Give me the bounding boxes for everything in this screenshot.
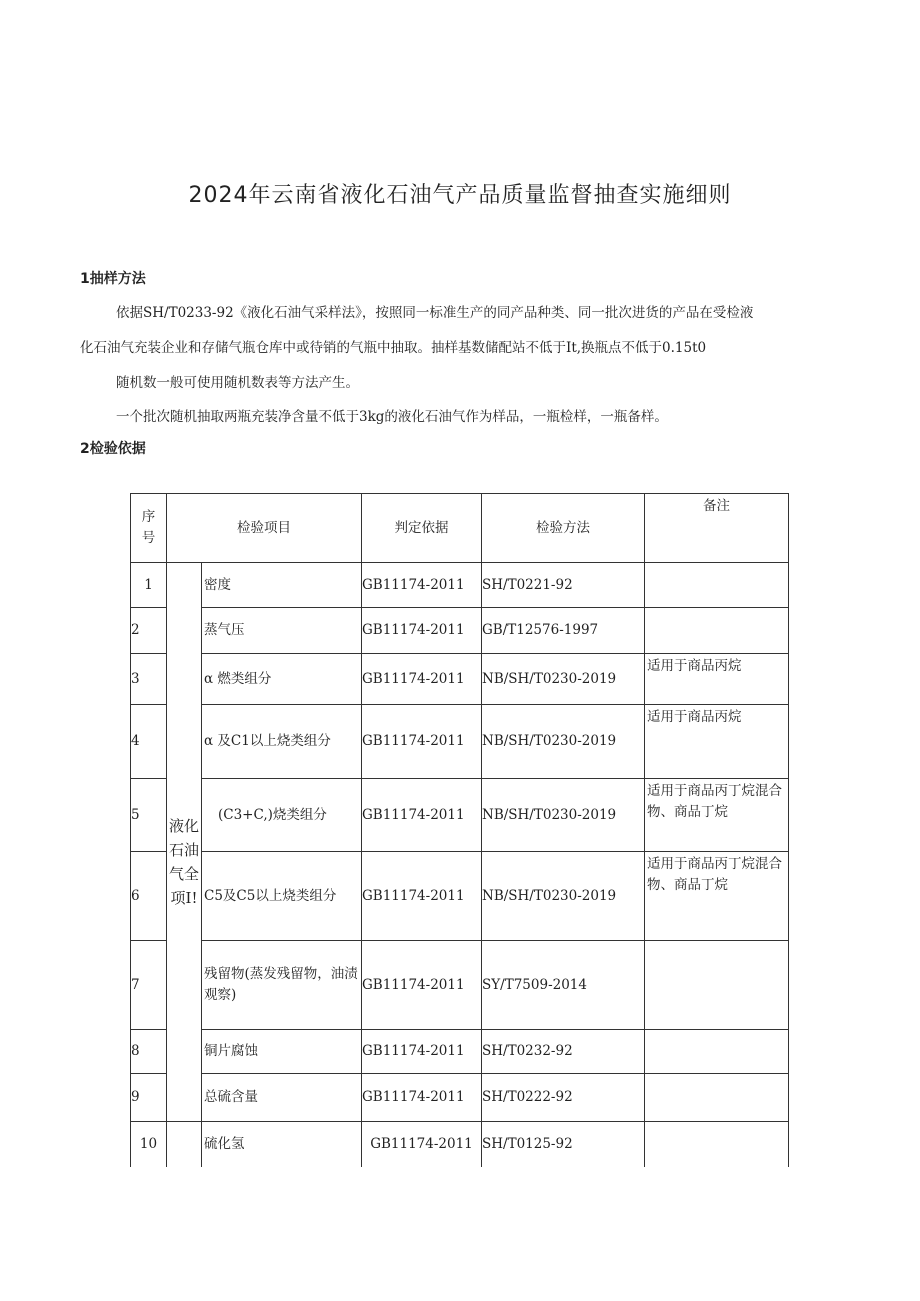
row-basis: GB11174-2011 xyxy=(362,563,482,608)
row-note: 适用于商品丙烷 xyxy=(645,654,789,705)
section1-heading: 1抽样方法 xyxy=(80,271,146,287)
row-method: SH/T0125-92 xyxy=(482,1122,645,1167)
table-header-row xyxy=(131,494,789,563)
group-label-cell xyxy=(167,563,202,1122)
table-row xyxy=(131,1030,789,1074)
row-basis: GB11174-2011 xyxy=(362,1122,482,1167)
table-row xyxy=(131,1074,789,1122)
row-basis: GB11174-2011 xyxy=(362,1074,482,1122)
row-note xyxy=(645,563,789,608)
row-seq: 1 xyxy=(131,563,167,608)
section1-para1-line2: 化石油气充装企业和存储气瓶仓库中或待销的气瓶中抽取。抽样基数储配站不低于It,换瓶点不低于0.15t0 xyxy=(80,340,707,356)
row-group-empty xyxy=(167,1122,202,1167)
table-row xyxy=(131,563,789,608)
table-row xyxy=(131,1122,789,1167)
row-item: 硫化氢 xyxy=(202,1122,362,1167)
row-item: 密度 xyxy=(202,563,362,608)
page-title: 2024年云南省液化石油气产品质量监督抽查实施细则 xyxy=(188,183,732,208)
row-note xyxy=(645,1074,789,1122)
section1-para1-line1: 依据SH/T0233-92《液化石油气采样法》，按照同一标准生产的同产品种类、同一批次进货的产品在受检液 xyxy=(116,305,754,321)
table-row xyxy=(131,654,789,705)
row-basis: GB11174-2011 xyxy=(362,1030,482,1074)
row-item: 蒸气压 xyxy=(202,608,362,654)
header-item: 检验项目 xyxy=(167,494,362,563)
row-seq: 5 xyxy=(131,779,167,852)
row-seq: 8 xyxy=(131,1030,167,1074)
row-basis: GB11174-2011 xyxy=(362,654,482,705)
row-note xyxy=(645,608,789,654)
row-item: (C3+C,)烧类组分 xyxy=(202,779,362,852)
row-item: 铜片腐蚀 xyxy=(202,1030,362,1074)
row-item: 总硫含量 xyxy=(202,1074,362,1122)
row-item: α 及C1以上烧类组分 xyxy=(202,705,362,779)
table-row xyxy=(131,941,789,1030)
row-item: C5及C5以上烧类组分 xyxy=(202,852,362,941)
row-basis: GB11174-2011 xyxy=(362,941,482,1030)
row-method: SY/T7509-2014 xyxy=(482,941,645,1030)
row-seq: 10 xyxy=(131,1122,167,1167)
header-seq: 序号 xyxy=(131,494,167,563)
row-seq: 6 xyxy=(131,852,167,941)
row-seq: 9 xyxy=(131,1074,167,1122)
row-note xyxy=(645,1122,789,1167)
row-note: 适用于商品丙烷 xyxy=(645,705,789,779)
row-basis: GB11174-2011 xyxy=(362,779,482,852)
row-item: 残留物(蒸发残留物，油渍观察) xyxy=(202,941,362,1030)
row-method: SH/T0232-92 xyxy=(482,1030,645,1074)
row-note: 适用于商品丙丁烷混合物、商品丁烷 xyxy=(645,779,789,852)
row-method: GB/T12576-1997 xyxy=(482,608,645,654)
table-row xyxy=(131,608,789,654)
table-row xyxy=(131,852,789,941)
row-item: α 燃类组分 xyxy=(202,654,362,705)
row-method: NB/SH/T0230-2019 xyxy=(482,654,645,705)
header-method: 检验方法 xyxy=(482,494,645,563)
row-seq: 7 xyxy=(131,941,167,1030)
row-method: SH/T0221-92 xyxy=(482,563,645,608)
section1-para2: 随机数一般可使用随机数表等方法产生。 xyxy=(116,375,359,391)
row-method: SH/T0222-92 xyxy=(482,1074,645,1122)
row-note xyxy=(645,1030,789,1074)
row-method: NB/SH/T0230-2019 xyxy=(482,852,645,941)
group-label: 液化石油气全项I! xyxy=(168,817,199,907)
header-note: 备注 xyxy=(645,494,789,563)
row-basis: GB11174-2011 xyxy=(362,705,482,779)
row-note xyxy=(645,941,789,1030)
table-row xyxy=(131,705,789,779)
section2-heading: 2检验依据 xyxy=(80,441,146,457)
row-basis: GB11174-2011 xyxy=(362,852,482,941)
inspection-table xyxy=(130,493,789,1167)
table-row xyxy=(131,779,789,852)
row-seq: 4 xyxy=(131,705,167,779)
row-method: NB/SH/T0230-2019 xyxy=(482,779,645,852)
section1-para3: 一个批次随机抽取两瓶充装净含量不低于3kg的液化石油气作为样品，一瓶检样，一瓶备样。 xyxy=(116,409,668,425)
row-seq: 3 xyxy=(131,654,167,705)
row-seq: 2 xyxy=(131,608,167,654)
header-basis: 判定依据 xyxy=(362,494,482,563)
row-note: 适用于商品丙丁烷混合物、商品丁烷 xyxy=(645,852,789,941)
row-method: NB/SH/T0230-2019 xyxy=(482,705,645,779)
row-basis: GB11174-2011 xyxy=(362,608,482,654)
